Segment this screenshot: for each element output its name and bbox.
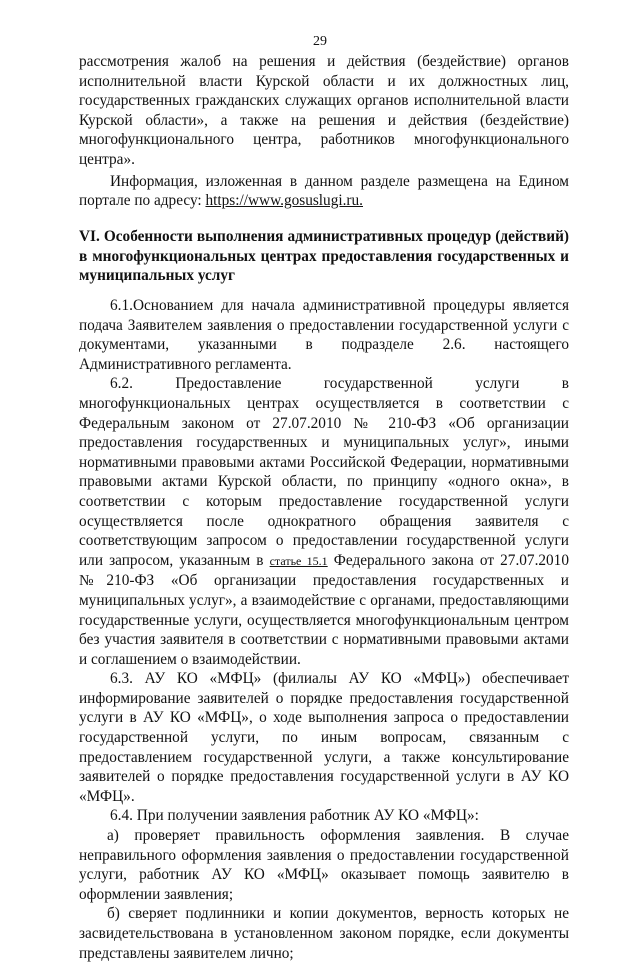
- paragraph-6-1: 6.1.Основанием для начала административной процедуры является подача Заявителем заявления о предоставлении государственной услуги с документами, указанными в подразделе 2.6. настоящего Административного регламента.: [79, 297, 569, 373]
- section-body: [79, 296, 569, 963]
- page-number: 29: [313, 34, 327, 49]
- paragraph-6-4-a: а) проверяет правильность оформления заявления. В случае неправильного оформления заявления о предоставлении государственной услуги, работник АУ КО «МФЦ» оказывает помощь заявителю в оформлении заявления;: [79, 827, 569, 903]
- paragraph-6-3: 6.3. АУ КО «МФЦ» (филиалы АУ КО «МФЦ») обеспечивает информирование заявителей о порядке предоставления государственной услуги в АУ КО «МФЦ», о ходе выполнения запроса о предоставлении государственной услуги, по иным вопросам, связанным с предоставлением государственной услуги, а также консультирование заявителей о порядке предоставления государственной услуги в АУ КО «МФЦ».: [79, 670, 569, 805]
- portal-info-text: Информация, изложенная в данном разделе размещена на Едином портале по адресу:: [79, 172, 569, 210]
- paragraph-6-2-text-a: 6.2. Предоставление государственной услуги в многофункциональных центрах осуществляется в соответствии с Федеральным законом от 27.07.2010 № 210-ФЗ «Об организации предоставления государственных и муниципальных услуг», иными нормативными правовыми актами Российской Федерации, нормативными правовыми актами Курской области, по принципу «одного окна», в соответствии с которым предоставление государственной услуги осуществляется после однократного обращения заявителя с соответствующим запросом о предоставлении государственной услуги или запросом, указанным в: [79, 375, 569, 569]
- section-heading: VI. Особенности выполнения административных процедур (действий) в многофункциональных центрах предоставления государственных и муниципальных услуг: [79, 228, 569, 285]
- paragraph-6-2-text-b: Федерального закона от 27.07.2010 №210-ФЗ «Об организации предоставления государственных и муниципальных услуг», а взаимодействие с органами, предоставляющими государственные услуги, осуществляется многофункциональным центром без участия заявителя в соответствии с нормативными правовыми актами и соглашением о взаимодействии.: [79, 551, 569, 668]
- paragraph-6-4-b: б) сверяет подлинники и копии документов, верность которых не засвидетельствована в установленном законом порядке, если документы представлены заявителем лично;: [79, 905, 569, 962]
- gosuslugi-link[interactable]: https://www.gosuslugi.ru.: [205, 192, 363, 210]
- paragraph-6-2: [79, 374, 569, 669]
- article-15-1-link[interactable]: статье 15.1: [269, 553, 328, 568]
- continuation-paragraph: рассмотрения жалоб на решения и действия (бездействие) органов исполнительной власти Курской области и их должностных лиц, государственных гражданских служащих органов исполнительной власти Курской области», а также на решения и действия (бездействие) многофункционального центра, работников многофункционального центра».: [79, 53, 569, 168]
- paragraph-6-4: 6.4. При получении заявления работник АУ КО «МФЦ»:: [110, 807, 479, 825]
- portal-info-paragraph: [79, 172, 569, 211]
- continuation-block: [79, 52, 569, 211]
